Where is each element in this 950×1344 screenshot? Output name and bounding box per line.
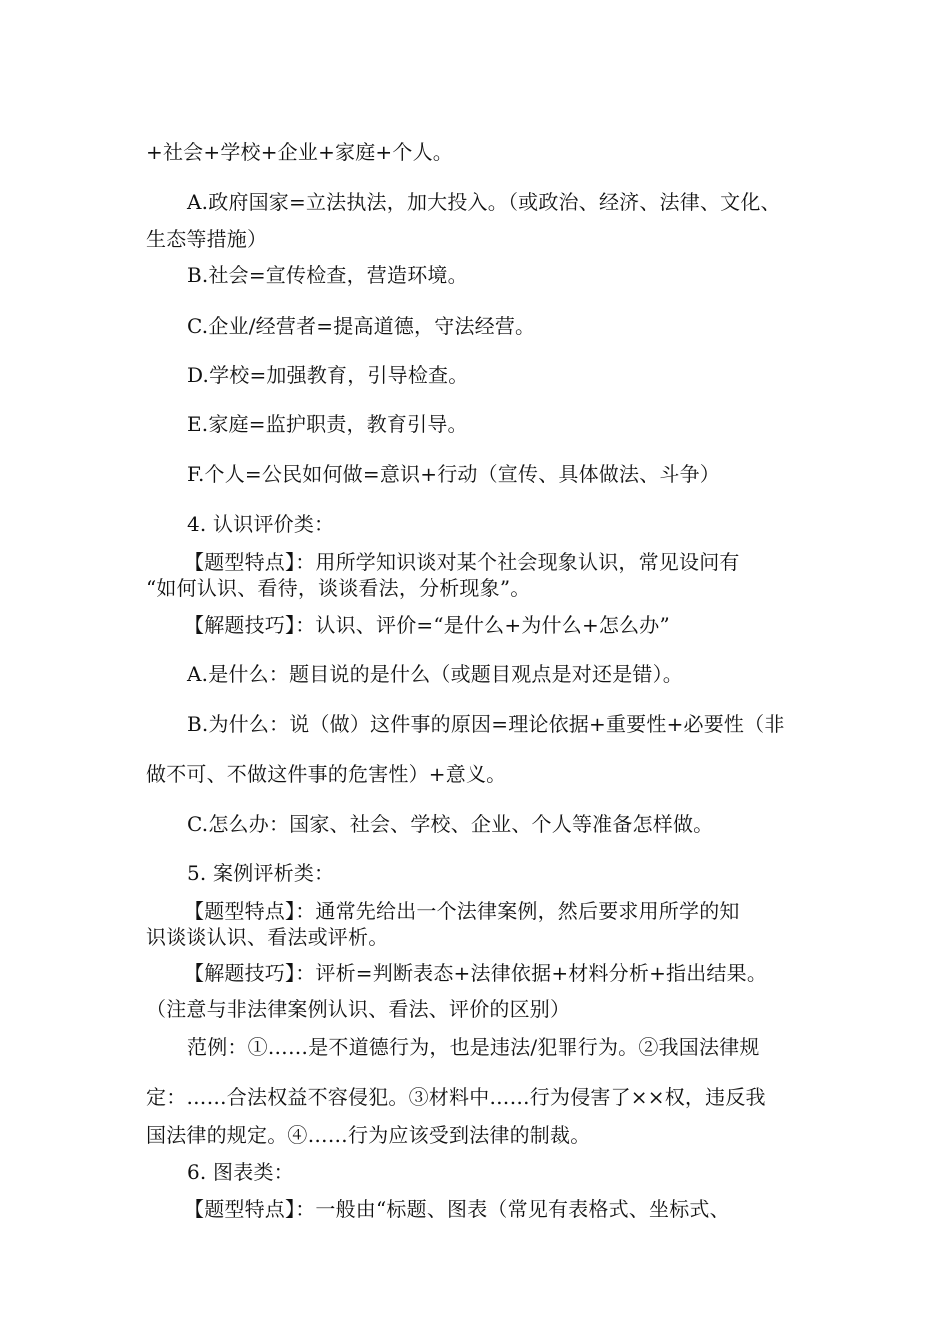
text-line: A.是什么：题目说的是什么（或题目观点是对还是错）。 — [187, 662, 684, 686]
text-line: +社会+学校+企业+家庭+个人。 — [146, 140, 453, 164]
text-line: E.家庭=监护职责，教育引导。 — [187, 412, 468, 436]
text-line: 定：……合法权益不容侵犯。③材料中……行为侵害了××权，违反我 — [146, 1085, 766, 1109]
text-line: C.企业/经营者=提高道德，守法经营。 — [187, 314, 536, 338]
text-line: 做不可、不做这件事的危害性）+意义。 — [146, 762, 507, 786]
text-line: 【题型特点】：用所学知识谈对某个社会现象认识，常见设问有 — [184, 550, 740, 574]
section-heading: 4. 认识评价类： — [187, 512, 335, 536]
text-line: 生态等措施） — [146, 227, 268, 251]
text-line: 识谈谈认识、看法或评析。 — [146, 925, 389, 949]
text-line: “如何认识、看待，谈谈看法，分析现象”。 — [146, 576, 531, 600]
text-line: 国法律的规定。④……行为应该受到法律的制裁。 — [146, 1123, 591, 1147]
text-line: B.为什么：说（做）这件事的原因=理论依据+重要性+必要性（非 — [187, 712, 785, 736]
text-line: F.个人=公民如何做=意识+行动（宣传、具体做法、斗争） — [187, 462, 720, 486]
text-line: （注意与非法律案例认识、看法、评价的区别） — [146, 997, 571, 1021]
text-line: B.社会=宣传检查，营造环境。 — [187, 263, 468, 287]
text-line: 【解题技巧】：评析=判断表态+法律依据+材料分析+指出结果。 — [184, 961, 768, 985]
text-line: C.怎么办：国家、社会、学校、企业、个人等准备怎样做。 — [187, 812, 714, 836]
text-line: 【题型特点】：一般由“标题、图表（常见有表格式、坐标式、 — [184, 1197, 730, 1221]
text-line: 范例：①……是不道德行为，也是违法/犯罪行为。②我国法律规 — [187, 1035, 760, 1059]
text-line: 【题型特点】：通常先给出一个法律案例，然后要求用所学的知 — [184, 899, 740, 923]
text-line: 【解题技巧】：认识、评价=“是什么+为什么+怎么办” — [184, 613, 670, 637]
section-heading: 5. 案例评析类： — [187, 861, 335, 885]
section-heading: 6. 图表类： — [187, 1160, 294, 1184]
text-line: A.政府国家=立法执法，加大投入。（或政治、经济、法律、文化、 — [187, 190, 781, 214]
text-line: D.学校=加强教育，引导检查。 — [187, 363, 469, 387]
